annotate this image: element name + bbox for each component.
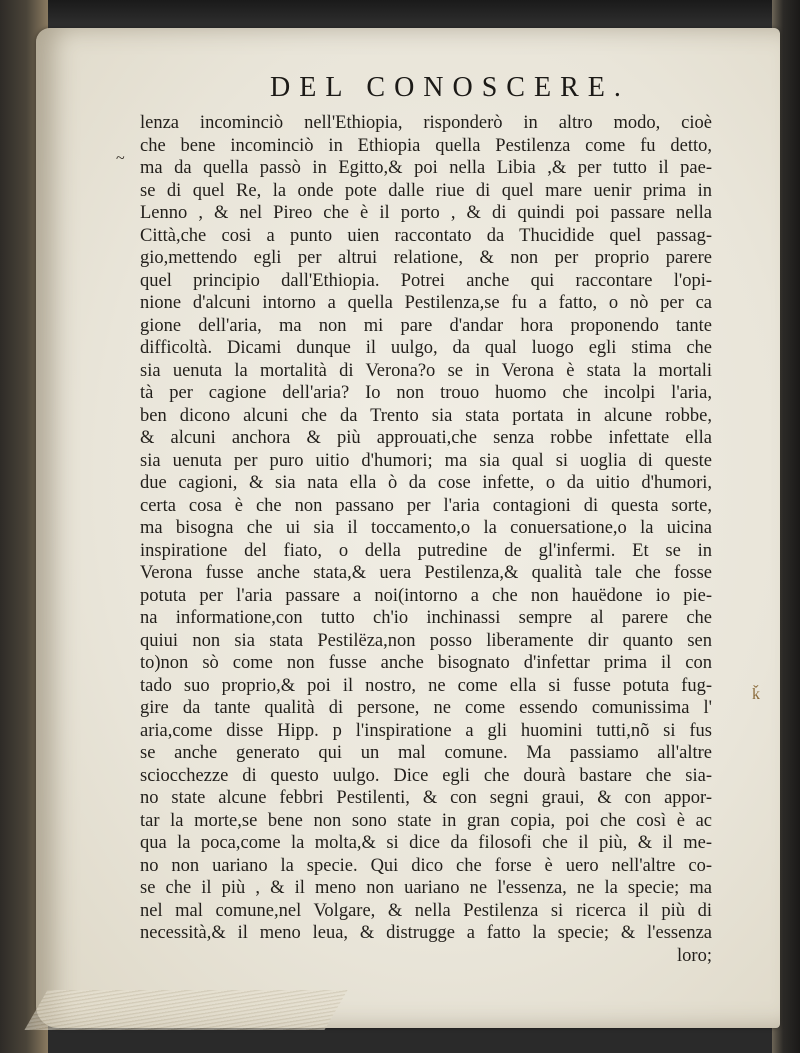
- text-line-6: Città,che cosi a punto uien raccontato da Thucidide quel passag-: [140, 225, 712, 246]
- text-line-36: nel mal comune,nel Volgare, & nella Pestilenza si ricerca il più di: [140, 900, 712, 921]
- text-line-4: se di quel Re, la onde pote dalle riue di quel mare uenir prima in: [140, 180, 712, 201]
- text-line-26: tado suo proprio,& poi il nostro, ne come ella si fusse potuta fug-: [140, 675, 712, 696]
- text-line-16: sia uenuta per puro uitio d'humori; ma sia qual si uoglia di queste: [140, 450, 712, 471]
- catchword: loro;: [677, 945, 712, 966]
- body-text: [140, 112, 712, 967]
- text-line-33: qua la poca,come la molta,& si dice da filosofi che il più, & il me-: [140, 833, 712, 853]
- text-line-27: gire da tante qualità di persone, ne come essendo comunissima l': [140, 698, 712, 718]
- text-line-13: tà per cagione dell'aria? Io non trouo huomo che incolpi l'aria,: [140, 383, 712, 403]
- text-line-10: gione dell'aria, ma non mi pare d'andar hora proponendo tante: [140, 315, 712, 336]
- text-line-18: certa cosa è che non passano per l'aria contagioni di questa sorte,: [140, 495, 712, 516]
- text-line-35: se che il più , & il meno non uariano ne l'essenza, ne la specie; ma: [140, 878, 712, 898]
- text-line-23: na informatione,con tutto ch'io inchinassi sempre al parere che: [140, 608, 712, 628]
- text-line-21: Verona fusse anche stata,& uera Pestilenza,& qualità tale che fosse: [140, 563, 712, 583]
- text-line-29: se anche generato qui un mal comune. Ma passiamo all'altre: [140, 743, 712, 763]
- text-line-28: aria,come disse Hipp. p l'inspiratione a gli huomini tutti,nõ si fus: [140, 720, 712, 741]
- text-line-2: che bene incominciò in Ethiopia quella Pestilenza come fu detto,: [140, 135, 712, 156]
- text-line-31: no state alcune febbri Pestilenti, & con segni graui, & con appor-: [140, 788, 712, 808]
- text-line-25: to)non sò come non fusse anche bisognato d'infettar prima il con: [140, 653, 712, 673]
- text-line-22: potuta per l'aria passare a noi(intorno a che non hauëdone io pie-: [140, 585, 712, 606]
- text-line-20: inspiratione del fiato, o della putredine de gl'infermi. Et se in: [140, 540, 712, 561]
- margin-mark-right: ǩ: [752, 686, 760, 703]
- text-line-14: ben dicono alcuni che da Trento sia stata portata in alcune robbe,: [140, 405, 712, 426]
- text-line-37: necessità,& il meno leua, & distrugge a fatto la specie; & l'essenza: [140, 923, 712, 943]
- text-line-30: sciocchezze di questo uulgo. Dice egli che dourà bastare che sia-: [140, 765, 712, 786]
- text-line-8: quel principio dall'Ethiopia. Potrei anche qui raccontare l'opi-: [140, 270, 712, 291]
- text-line-24: quiui non sia stata Pestilëza,non posso liberamente dir quanto sen: [140, 630, 712, 651]
- text-line-17: due cagioni, & sia nata ella ò da cose infette, o da uitio d'humori,: [140, 473, 712, 493]
- text-line-1: lenza incominciò nell'Ethiopia, risponderò in altro modo, cioè: [140, 113, 712, 133]
- text-line-32: tar la morte,se bene non sono state in gran copia, poi che così è ac: [140, 810, 712, 831]
- text-line-11: difficoltà. Dicami dunque il uulgo, da qual luogo egli stima che: [140, 338, 712, 358]
- page-header: DEL CONOSCERE.: [270, 72, 630, 103]
- margin-mark-left: ~: [116, 150, 125, 167]
- text-line-3: ma da quella passò in Egitto,& poi nella Libia ,& per tutto il pae-: [140, 158, 712, 178]
- page-edges-bottom: [24, 990, 347, 1030]
- text-line-19: ma bisogna che ui sia il toccamento,o la conuersatione,o la uicina: [140, 518, 712, 538]
- text-line-15: & alcuni anchora & più approuati,che senza robbe infettate ella: [140, 428, 712, 448]
- text-line-5: Lenno , & nel Pireo che è il porto , & di quindi poi passare nella: [140, 203, 712, 223]
- text-line-34: no non uariano la specie. Qui dico che forse è uero nell'altre co-: [140, 855, 712, 876]
- text-line-9: nione d'alcuni intorno a quella Pestilenza,se fu a fatto, o nò per ca: [140, 293, 712, 313]
- text-line-7: gio,mettendo egli per altrui relatione, & non per proprio parere: [140, 248, 712, 268]
- text-line-12: sia uenuta la mortalità di Verona?o se in Verona è stata la mortali: [140, 360, 712, 381]
